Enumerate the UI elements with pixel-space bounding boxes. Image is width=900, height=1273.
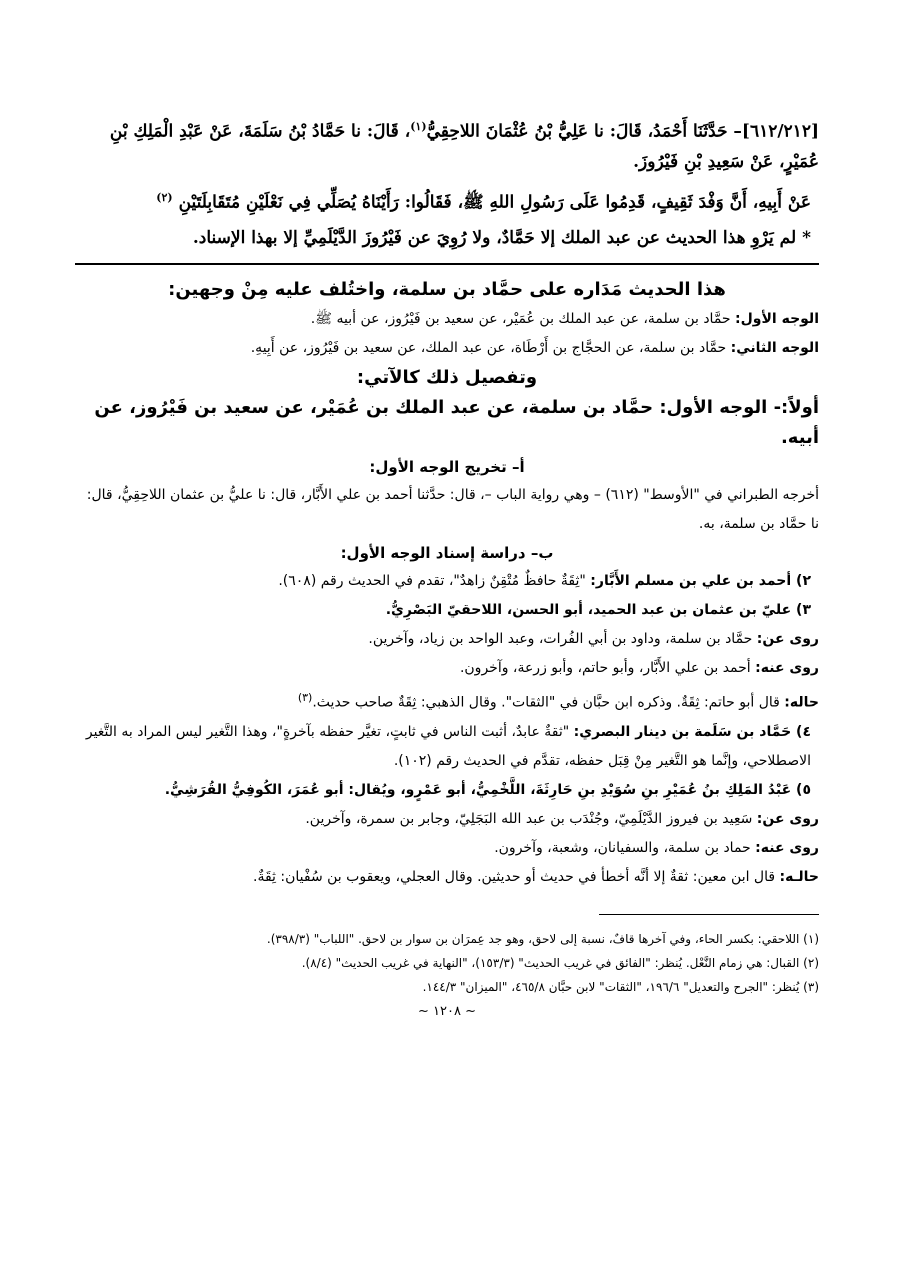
takhrij-text: أخرجه الطبراني في "الأوسط" (٦١٢) – وهي رواية الباب –، قال: حدَّثنا أحمد بن علي الأَبَّار، قال: نا عليُّ بن عثمان اللاحِقِيُّ، قال: نا حمَّاد بن سلمة، به. <box>86 487 819 533</box>
page-number: ~ ١٢٠٨ ~ <box>418 1003 476 1019</box>
narrator-5-hal: حالـه: قال ابن معين: ثقةٌ إلا أنَّه أخطأ في حديث أو حديثين. وقال العجلي، ويعقوب بن سُفْيان: ثِقَةٌ. <box>253 868 819 885</box>
face-two: الوجه الثاني: حمَّاد بن سلمة، عن الحجَّاج بن أَرْطَاة، عن عبد الملك، عن سعيد بن فَيْرُوز، عن أَبِيهِ. <box>250 340 819 357</box>
narrator-5-rawa-anhu: روى عنه: حماد بن سلمة، والسفيانان، وشعبة، وآخرون. <box>494 839 819 856</box>
footnote-ref: (١) <box>410 120 427 133</box>
footnote-ref: (٢) <box>156 190 173 204</box>
narrator-5-rawa-an: روى عن: سَعِيد بن فيروز الدَّيْلَمِيّ، وجُنْدَب بن عبد الله البَجَلِيّ، وجابر بن سمرة، وآخرين. <box>305 810 819 827</box>
document-page <box>75 112 819 1023</box>
narrator-4: ٤) حَمَّاد بن سَلَمة بن دينار البصري: "ثقةٌ عابدٌ، أثبت الناس في ثابتٍ، تغيَّر حفظه بآخرةٍ"، وهذا التَّغير ليس المراد به التَّغير الاصطلاحي، وإنَّما هو التَّغير مِنْ قِبَل حفظه، تقدَّم في الحديث رقم (١٠٢). <box>85 723 811 769</box>
footnote-divider <box>599 914 819 915</box>
hadith-matn: عَنْ أَبِيهِ، أَنَّ وَفْدَ ثَقِيفٍ، قَدِمُوا عَلَى رَسُولِ اللهِ ﷺ، فَقَالُوا: رَأَيْنَاهُ يُصَلِّي فِي نَعْلَيْنِ مُتَقَابِلَتَيْنِ $^{(٢)}$ <box>156 190 811 213</box>
narrator-5-title: ٥) عَبْدُ المَلِكِ بنُ عُمَيْرِ بنِ سُوَيْدِ بنِ حَارِثَةَ، اللَّخْمِيُّ، أبو عَمْرٍو، ويُقال: أبو عُمَرَ، الكُوفِيُّ القُرَشِيُّ. <box>164 781 811 798</box>
first-face-title: أولاً:- الوجه الأول: حمَّاد بن سلمة، عن عبد الملك بن عُمَيْر، عن سعيد بن فَيْرُوز، عن أبيه. <box>94 397 819 449</box>
narrator-3-rawa-anhu: روى عنه: أحمد بن علي الأَبَّار، وأبو حاتم، وأبو زرعة، وآخرون. <box>459 660 819 677</box>
hadith-block <box>75 112 819 253</box>
footnote-1: (١) اللاحقي: بكسر الحاء، وفي آخرها قافٌ، نسبة إلى لاحق، وهو جد عِمرَان بن سوار بن لاحق. "اللباب" (٣٩٨/٣). <box>266 931 819 946</box>
study-title: هذا الحديث مَدَاره على حمَّاد بن سلمة، واختُلف عليه مِنْ وجهين: <box>168 279 726 301</box>
narrator-3-rawa-an: روى عن: حمَّاد بن سلمة، وداود بن أبي الفُرات، وعبد الواحد بن زياد، وآخرين. <box>368 631 819 648</box>
isnad-title: ب– دراسة إسناد الوجه الأول: <box>340 544 554 563</box>
face-one: الوجه الأول: حمَّاد بن سلمة، عن عبد الملك بن عُمَيْر، عن سعيد بن فَيْرُوز، عن أبيه ﷺ. <box>310 311 819 328</box>
details-title: وتفصيل ذلك كالآتي: <box>356 367 538 389</box>
narrator-3-title: ٣) عليّ بن عثمان بن عبد الحميد، أبو الحسن، اللاحقيّ البَصْرِيُّ. <box>385 602 811 619</box>
narrator-3-hal: حاله: قال أبو حاتم: ثِقَةٌ. وذكره ابن حبَّان في "الثقات". وقال الذهبي: ثِقَةٌ صاحب حديث.$^{(٣)}$ <box>297 691 819 711</box>
narrator-2: ٢) أحمد بن علي بن مسلم الأَبَّار: "ثِقَةٌ حافظٌ مُتْقِنٌ زاهدٌ"، تقدم في الحديث رقم (٦٠٨). <box>278 573 811 590</box>
tabarani-note: * لم يَرْوِ هذا الحديث عن عبد الملك إلا حَمَّادٌ، ولا رُوِيَ عن فَيْرُوزَ الدَّيْلَمِيِّ إلا بهذا الإسناد. <box>192 228 811 249</box>
footnote-3: (٣) يُنظر: "الجرح والتعديل" ١٩٦/٦، "الثقات" لابن حبَّان ٤٦٥/٨، "الميزان" ١٤٤/٣. <box>422 979 819 994</box>
takhrij-title: أ– تخريج الوجه الأول: <box>369 458 525 477</box>
footnote-2: (٢) القبال: هي زمام النَّعْل. يُنظر: "الفائق في غريب الحديث" (١٥٣/٣)، "النهاية في غريب الحديث" (٨/٤). <box>301 955 819 970</box>
section-divider <box>75 263 819 265</box>
hadith-isnad: [٦١٢/٢١٢]– حَدَّثَنَا أَحْمَدُ، قَالَ: نا عَلِيُّ بْنُ عُثْمَانَ اللاحِقِيُّ$^{(١)}$، قَالَ: نا حَمَّادُ بْنُ سَلَمَةَ، عَنْ عَبْدِ الْمَلِكِ بْنِ عُمَيْرٍ، عَنْ سَعِيدِ بْنِ فَيْرُوزَ. <box>109 120 819 172</box>
footnote-ref: (٣) <box>297 691 313 705</box>
